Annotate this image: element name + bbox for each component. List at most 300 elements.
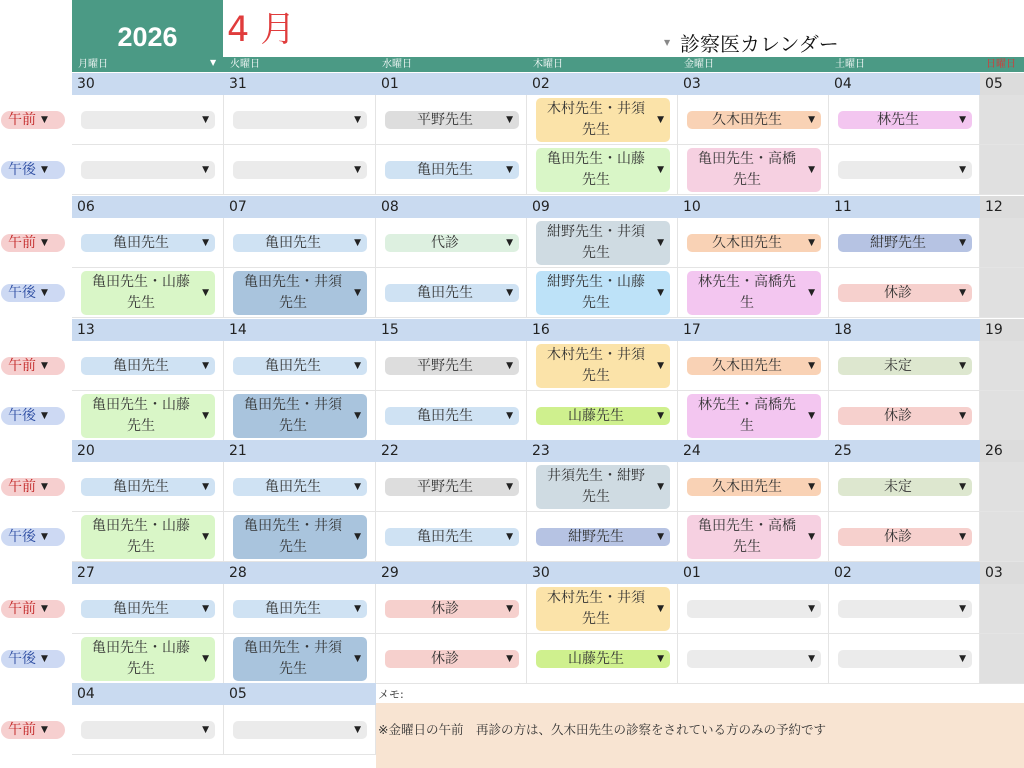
- row-divider: [72, 194, 1024, 195]
- doctor-select[interactable]: [385, 478, 519, 496]
- chevron-down-icon: ▼: [202, 482, 209, 492]
- chevron-down-icon: ▼: [41, 482, 48, 492]
- session-label-pm[interactable]: [1, 528, 65, 546]
- doctor-select[interactable]: [536, 650, 670, 668]
- doctor-select[interactable]: [838, 234, 972, 252]
- doctor-name: 亀田先生・山藤先生: [92, 274, 190, 311]
- doctor-name: 亀田先生: [417, 285, 473, 301]
- chevron-down-icon: ▼: [959, 238, 966, 248]
- cell-divider: [979, 341, 980, 391]
- doctor-select[interactable]: [233, 357, 367, 375]
- doctor-name: 亀田先生・山藤先生: [92, 518, 190, 555]
- doctor-name: 未定: [884, 479, 912, 495]
- chevron-down-icon: ▼: [808, 361, 815, 371]
- chevron-down-icon: ▼: [41, 165, 48, 175]
- doctor-name: 亀田先生: [265, 358, 321, 374]
- chevron-down-icon: ▼: [506, 361, 513, 371]
- date-number: 28: [229, 565, 247, 581]
- chevron-down-icon: ▼: [506, 604, 513, 614]
- chevron-down-icon: ▼: [506, 238, 513, 248]
- cell-divider: [828, 584, 829, 634]
- doctor-name: 亀田先生: [265, 601, 321, 617]
- chevron-down-icon: ▼: [354, 482, 361, 492]
- doctor-select[interactable]: [838, 111, 972, 129]
- doctor-name: 亀田先生・高橋先生: [698, 518, 796, 555]
- session-label-am[interactable]: [1, 600, 65, 618]
- cell-divider: [223, 391, 224, 441]
- doctor-name: 亀田先生: [113, 479, 169, 495]
- doctor-select[interactable]: [233, 394, 367, 438]
- doctor-select[interactable]: [536, 528, 670, 546]
- weekday-header-4: 金曜日: [684, 59, 714, 70]
- doctor-select[interactable]: [385, 357, 519, 375]
- doctor-select[interactable]: [233, 600, 367, 618]
- chevron-down-icon: ▼: [506, 532, 513, 542]
- cell-divider: [526, 391, 527, 441]
- sunday-cell: [980, 341, 1024, 441]
- doctor-name: 山藤先生: [568, 408, 624, 424]
- doctor-select[interactable]: [838, 650, 972, 668]
- doctor-name: 亀田先生: [265, 479, 321, 495]
- cell-divider: [223, 218, 224, 268]
- title-dropdown-icon[interactable]: ▼: [664, 38, 671, 47]
- doctor-select[interactable]: [81, 721, 215, 739]
- doctor-name: 亀田先生: [113, 601, 169, 617]
- row-divider: [72, 754, 376, 755]
- chevron-down-icon: ▼: [41, 411, 48, 421]
- date-number: 31: [229, 76, 247, 92]
- session-label-text: 午後: [8, 651, 36, 667]
- date-number: 21: [229, 443, 247, 459]
- date-number: 04: [77, 686, 95, 702]
- doctor-name: 久木田先生: [712, 358, 782, 374]
- date-number: 15: [381, 322, 399, 338]
- doctor-name: 亀田先生: [265, 235, 321, 251]
- doctor-select[interactable]: [536, 344, 670, 388]
- doctor-name: 平野先生: [417, 112, 473, 128]
- doctor-name: 休診: [884, 408, 912, 424]
- doctor-select[interactable]: [838, 600, 972, 618]
- doctor-select[interactable]: [687, 478, 821, 496]
- chevron-down-icon: ▼: [41, 725, 48, 735]
- chevron-down-icon: ▼: [506, 288, 513, 298]
- chevron-down-icon: ▼: [202, 411, 209, 421]
- doctor-select[interactable]: [838, 284, 972, 302]
- date-number: 20: [77, 443, 95, 459]
- doctor-select[interactable]: [536, 271, 670, 315]
- cell-divider: [223, 584, 224, 634]
- date-number: 14: [229, 322, 247, 338]
- chevron-down-icon: ▼: [202, 532, 209, 542]
- chevron-down-icon: ▼: [202, 654, 209, 664]
- doctor-select[interactable]: [81, 600, 215, 618]
- doctor-name: 紺野先生: [870, 235, 926, 251]
- cell-divider: [677, 391, 678, 441]
- row-divider: [72, 633, 1024, 634]
- session-label-am[interactable]: [1, 478, 65, 496]
- weekday-header-3: 木曜日: [533, 59, 563, 70]
- doctor-select[interactable]: [81, 515, 215, 559]
- doctor-select[interactable]: [838, 161, 972, 179]
- cell-divider: [526, 341, 527, 391]
- doctor-name: 亀田先生: [417, 529, 473, 545]
- session-label-text: 午前: [8, 722, 36, 738]
- doctor-name: 亀田先生・井須先生: [244, 518, 342, 555]
- chevron-down-icon: ▼: [202, 288, 209, 298]
- doctor-select[interactable]: [536, 221, 670, 265]
- doctor-name: 木村先生・井須先生: [547, 347, 645, 384]
- session-label-pm[interactable]: [1, 284, 65, 302]
- doctor-name: 休診: [431, 651, 459, 667]
- chevron-down-icon: ▼: [41, 532, 48, 542]
- session-label-text: 午前: [8, 112, 36, 128]
- doctor-select[interactable]: [838, 407, 972, 425]
- doctor-name: 未定: [884, 358, 912, 374]
- doctor-select[interactable]: [81, 637, 215, 681]
- doctor-name: 林先生・高橋先生: [698, 274, 796, 311]
- cell-divider: [526, 145, 527, 195]
- date-number: 29: [381, 565, 399, 581]
- doctor-select[interactable]: [81, 111, 215, 129]
- sunday-cell: [980, 584, 1024, 684]
- cell-divider: [828, 634, 829, 684]
- chevron-down-icon: ▼: [959, 604, 966, 614]
- chevron-down-icon: ▼: [657, 361, 664, 371]
- doctor-select[interactable]: [687, 111, 821, 129]
- chevron-down-icon: ▼: [506, 165, 513, 175]
- chevron-down-icon: ▼: [354, 411, 361, 421]
- cell-divider: [979, 634, 980, 684]
- cell-divider: [677, 584, 678, 634]
- cell-divider: [677, 145, 678, 195]
- chevron-down-icon: ▼: [202, 115, 209, 125]
- month-label: 4 月: [227, 10, 296, 50]
- doctor-select[interactable]: [687, 650, 821, 668]
- doctor-select[interactable]: [233, 234, 367, 252]
- chevron-down-icon: ▼: [657, 604, 664, 614]
- session-label-am[interactable]: [1, 721, 65, 739]
- cell-divider: [677, 462, 678, 512]
- date-number: 05: [229, 686, 247, 702]
- doctor-name: 平野先生: [417, 358, 473, 374]
- doctor-name: 亀田先生: [113, 358, 169, 374]
- cell-divider: [375, 95, 376, 145]
- chevron-down-icon: ▼: [41, 604, 48, 614]
- calendar-title: 診察医カレンダー: [680, 32, 839, 56]
- cell-divider: [828, 391, 829, 441]
- chevron-down-icon: ▼: [657, 238, 664, 248]
- doctor-name: 亀田先生: [113, 235, 169, 251]
- cell-divider: [526, 512, 527, 562]
- cell-divider: [223, 512, 224, 562]
- chevron-down-icon: ▼: [354, 361, 361, 371]
- doctor-select[interactable]: [687, 515, 821, 559]
- chevron-down-icon: ▼: [41, 288, 48, 298]
- weekday-header-6: 日曜日: [986, 59, 1016, 70]
- chevron-down-icon: ▼: [354, 532, 361, 542]
- chevron-down-icon: ▼: [657, 482, 664, 492]
- doctor-name: 休診: [431, 601, 459, 617]
- cell-divider: [979, 462, 980, 512]
- doctor-name: 亀田先生・山藤先生: [547, 151, 645, 188]
- cell-divider: [526, 95, 527, 145]
- doctor-select[interactable]: [233, 637, 367, 681]
- doctor-name: 亀田先生: [417, 162, 473, 178]
- session-label-am[interactable]: [1, 234, 65, 252]
- cell-divider: [223, 95, 224, 145]
- chevron-down-icon: ▼: [202, 725, 209, 735]
- chevron-down-icon: ▼: [808, 482, 815, 492]
- doctor-name: 亀田先生: [417, 408, 473, 424]
- cell-divider: [375, 634, 376, 684]
- cell-divider: [828, 462, 829, 512]
- doctor-select[interactable]: [81, 161, 215, 179]
- doctor-select[interactable]: [687, 271, 821, 315]
- doctor-name: 亀田先生・山藤先生: [92, 397, 190, 434]
- chevron-down-icon: ▼: [808, 165, 815, 175]
- chevron-down-icon: ▼: [657, 165, 664, 175]
- doctor-select[interactable]: [385, 234, 519, 252]
- doctor-name: 亀田先生・井須先生: [244, 640, 342, 677]
- cell-divider: [223, 705, 224, 755]
- row-divider: [72, 390, 1024, 391]
- cell-divider: [526, 268, 527, 318]
- date-number: 17: [683, 322, 701, 338]
- cell-divider: [375, 218, 376, 268]
- chevron-down-icon: ▼: [41, 361, 48, 371]
- doctor-select[interactable]: [838, 528, 972, 546]
- chevron-down-icon: ▼: [808, 654, 815, 664]
- doctor-select[interactable]: [838, 357, 972, 375]
- cell-divider: [375, 462, 376, 512]
- doctor-select[interactable]: [81, 478, 215, 496]
- session-label-am[interactable]: [1, 357, 65, 375]
- chevron-down-icon: ▼: [657, 411, 664, 421]
- sunday-cell: [980, 95, 1024, 195]
- session-label-text: 午後: [8, 285, 36, 301]
- doctor-select[interactable]: [233, 478, 367, 496]
- doctor-select[interactable]: [687, 148, 821, 192]
- date-number: 01: [381, 76, 399, 92]
- cell-divider: [677, 634, 678, 684]
- doctor-name: 紺野先生・井須先生: [547, 224, 645, 261]
- doctor-select[interactable]: [233, 721, 367, 739]
- doctor-select[interactable]: [81, 394, 215, 438]
- doctor-name: 井須先生・紺野先生: [547, 468, 645, 505]
- cell-divider: [526, 634, 527, 684]
- doctor-select[interactable]: [81, 271, 215, 315]
- date-number: 09: [532, 199, 550, 215]
- chevron-down-icon: ▼: [657, 654, 664, 664]
- doctor-select[interactable]: [536, 465, 670, 509]
- cell-divider: [677, 95, 678, 145]
- doctor-name: 林先生: [877, 112, 919, 128]
- chevron-down-icon: ▼: [202, 238, 209, 248]
- chevron-down-icon: ▼: [808, 604, 815, 614]
- doctor-select[interactable]: [536, 407, 670, 425]
- session-label-text: 午後: [8, 529, 36, 545]
- date-number: 07: [229, 199, 247, 215]
- doctor-select[interactable]: [385, 284, 519, 302]
- doctor-select[interactable]: [687, 357, 821, 375]
- date-number: 13: [77, 322, 95, 338]
- cell-divider: [677, 218, 678, 268]
- date-number: 10: [683, 199, 701, 215]
- cell-divider: [526, 584, 527, 634]
- chevron-down-icon: ▼: [506, 482, 513, 492]
- cell-divider: [375, 145, 376, 195]
- chevron-down-icon: ▼: [354, 725, 361, 735]
- year-label: 2026: [117, 22, 178, 52]
- chevron-down-icon: ▼: [959, 165, 966, 175]
- doctor-select[interactable]: [233, 111, 367, 129]
- date-number: 04: [834, 76, 852, 92]
- cell-divider: [677, 512, 678, 562]
- date-number: 24: [683, 443, 701, 459]
- doctor-name: 紺野先生・山藤先生: [547, 274, 645, 311]
- doctor-select[interactable]: [233, 515, 367, 559]
- chevron-down-icon: ▼: [657, 532, 664, 542]
- cell-divider: [223, 341, 224, 391]
- chevron-down-icon: ▼: [808, 288, 815, 298]
- row-divider: [72, 317, 1024, 318]
- weekday-header-2: 水曜日: [382, 59, 412, 70]
- doctor-name: 代診: [431, 235, 459, 251]
- cell-divider: [828, 268, 829, 318]
- doctor-select[interactable]: [233, 271, 367, 315]
- doctor-select[interactable]: [385, 528, 519, 546]
- cell-divider: [979, 512, 980, 562]
- cell-divider: [375, 391, 376, 441]
- chevron-down-icon: ▼: [354, 115, 361, 125]
- session-label-text: 午前: [8, 601, 36, 617]
- date-number: 06: [77, 199, 95, 215]
- cell-divider: [223, 145, 224, 195]
- doctor-select[interactable]: [536, 98, 670, 142]
- session-label-text: 午後: [8, 162, 36, 178]
- doctor-name: 亀田先生・山藤先生: [92, 640, 190, 677]
- chevron-down-icon: ▼: [354, 165, 361, 175]
- chevron-down-icon: ▼: [41, 654, 48, 664]
- cell-divider: [223, 462, 224, 512]
- cell-divider: [828, 95, 829, 145]
- doctor-select[interactable]: [687, 600, 821, 618]
- cell-divider: [375, 512, 376, 562]
- date-number: 02: [834, 565, 852, 581]
- doctor-select[interactable]: [687, 234, 821, 252]
- date-number: 08: [381, 199, 399, 215]
- chevron-down-icon: ▼: [354, 604, 361, 614]
- session-label-text: 午後: [8, 408, 36, 424]
- cell-divider: [223, 634, 224, 684]
- chevron-down-icon: ▼: [354, 654, 361, 664]
- doctor-select[interactable]: [81, 357, 215, 375]
- cell-divider: [828, 512, 829, 562]
- date-number: 02: [532, 76, 550, 92]
- row-divider: [72, 511, 1024, 512]
- doctor-select[interactable]: [81, 234, 215, 252]
- cell-divider: [375, 341, 376, 391]
- cell-divider: [979, 584, 980, 634]
- chevron-down-icon: ▼: [657, 115, 664, 125]
- chevron-down-icon: ▼: [202, 165, 209, 175]
- row-divider: [72, 144, 1024, 145]
- sunday-cell: [980, 462, 1024, 562]
- chevron-down-icon: ▼: [959, 361, 966, 371]
- cell-divider: [979, 391, 980, 441]
- doctor-select[interactable]: [838, 478, 972, 496]
- chevron-down-icon: ▼: [959, 411, 966, 421]
- memo-text: ※金曜日の午前 再診の方は、久木田先生の診察をされている方のみの予約です: [378, 722, 826, 737]
- doctor-select[interactable]: [385, 111, 519, 129]
- row-divider: [72, 267, 1024, 268]
- doctor-name: 久木田先生: [712, 479, 782, 495]
- doctor-name: 休診: [884, 529, 912, 545]
- weekday-header-5: 土曜日: [835, 59, 865, 70]
- cell-divider: [979, 268, 980, 318]
- memo-label: メモ:: [378, 688, 404, 701]
- cell-divider: [979, 218, 980, 268]
- doctor-select[interactable]: [536, 148, 670, 192]
- chevron-down-icon: ▼: [41, 115, 48, 125]
- chevron-down-icon: ▼: [959, 654, 966, 664]
- chevron-down-icon: ▼: [506, 411, 513, 421]
- date-number: 16: [532, 322, 550, 338]
- cell-divider: [223, 268, 224, 318]
- session-label-text: 午前: [8, 358, 36, 374]
- chevron-down-icon: ▼: [959, 532, 966, 542]
- chevron-down-icon: ▼: [808, 411, 815, 421]
- doctor-name: 平野先生: [417, 479, 473, 495]
- doctor-name: 亀田先生・井須先生: [244, 274, 342, 311]
- cell-divider: [526, 462, 527, 512]
- weekday-header-1: 火曜日: [230, 59, 260, 70]
- doctor-select[interactable]: [385, 600, 519, 618]
- chevron-down-icon: ▼: [959, 115, 966, 125]
- doctor-select[interactable]: [536, 587, 670, 631]
- date-number: 30: [532, 565, 550, 581]
- sunday-date: 03: [980, 562, 1024, 584]
- session-label-pm[interactable]: [1, 407, 65, 425]
- session-label-am[interactable]: [1, 111, 65, 129]
- cell-divider: [375, 584, 376, 634]
- chevron-down-icon: ▼: [354, 288, 361, 298]
- session-label-text: 午前: [8, 235, 36, 251]
- chevron-down-icon: ▼: [202, 604, 209, 614]
- sunday-date: 05: [980, 73, 1024, 95]
- chevron-down-icon: ▼: [354, 238, 361, 248]
- cell-divider: [677, 341, 678, 391]
- session-label-pm[interactable]: [1, 650, 65, 668]
- sunday-date: 12: [980, 196, 1024, 218]
- chevron-down-icon: ▼: [808, 532, 815, 542]
- chevron-down-icon: ▼: [202, 361, 209, 371]
- date-number: 11: [834, 199, 852, 215]
- doctor-select[interactable]: [233, 161, 367, 179]
- date-number: 30: [77, 76, 95, 92]
- date-number: 22: [381, 443, 399, 459]
- doctor-select[interactable]: [687, 394, 821, 438]
- chevron-down-icon: ▼: [808, 238, 815, 248]
- session-label-pm[interactable]: [1, 161, 65, 179]
- cell-divider: [979, 145, 980, 195]
- doctor-select[interactable]: [385, 161, 519, 179]
- cell-divider: [828, 218, 829, 268]
- doctor-select[interactable]: [385, 407, 519, 425]
- cell-divider: [526, 218, 527, 268]
- filter-dropdown-icon[interactable]: ▼: [210, 58, 217, 67]
- doctor-select[interactable]: [385, 650, 519, 668]
